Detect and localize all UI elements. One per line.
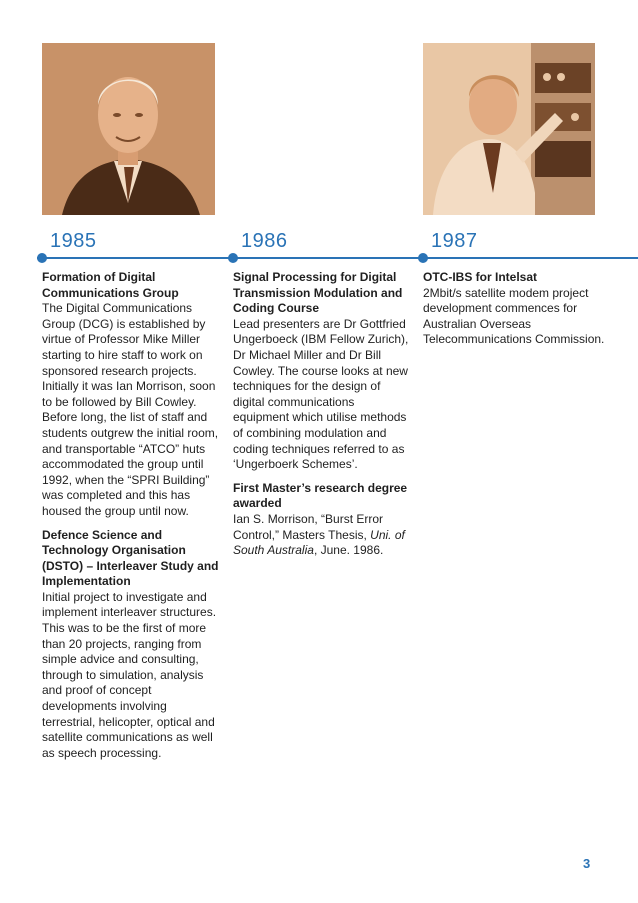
section-body (233, 512, 413, 559)
section-dcg-formation (42, 270, 222, 520)
timeline-dot-1985 (37, 253, 47, 263)
section-signal-processing-course (233, 270, 413, 473)
section-body: Initial project to investigate and implement interleaver structures. This was to be the first of more than 20 projects, ranging from simple advice and consulting, through to simulation, analysis and proof of concept developments involving terrestrial, helicopter, optical and satellite communications as well as speech processing. (42, 589, 217, 760)
column-1986 (233, 270, 413, 567)
section-first-masters (233, 481, 413, 559)
section-heading: Signal Processing for Digital Transmission Modulation and Coding Course (233, 270, 403, 316)
section-body: Lead presenters are Dr Gottfried Ungerboeck (IBM Fellow Zurich), Dr Michael Miller and Dr Bill Cowley. The course looks at new techniques for the design of digital communications equipment which utilise methods of combining modulation and coding techniques referred to as ‘Ungerboerk Schemes’. (233, 316, 409, 472)
thesis-institution: Uni. of South Australia (233, 527, 405, 558)
engineer-photo (423, 43, 595, 215)
page-number: 3 (583, 856, 591, 871)
section-otc-ibs (423, 270, 628, 348)
section-heading: Defence Science and Technology Organisation (DSTO) – Interleaver Study and Implementation (42, 527, 219, 589)
year-1987: 1987 (431, 230, 478, 252)
section-body: The Digital Communications Group (DCG) is established by virtue of Professor Mike Miller starting to hire staff to work on sponsored research projects. Initially it was Ian Morrison, soon to be followed by Bill Cowley. Before long, the list of staff and students outgrew the initial room, and transportable “ATCO” huts accommodated the group until 1992, when the “SPRI Building” was completed and this has housed the group until now. (42, 301, 219, 518)
year-1985: 1985 (50, 230, 97, 252)
section-heading: First Master’s research degree awarded (233, 480, 408, 511)
section-heading: Formation of Digital Communications Group (42, 270, 179, 300)
portrait-photo (42, 43, 215, 215)
section-heading: OTC-IBS for Intelsat (423, 270, 538, 284)
section-body: 2Mbit/s satellite modem project development commences for Australian Overseas Telecommunications Commission. (423, 285, 605, 347)
timeline-line (37, 257, 638, 259)
timeline-dot-1987 (418, 253, 428, 263)
section-dsto-interleaver (42, 528, 222, 762)
year-1986: 1986 (241, 230, 288, 252)
thesis-date: , June. 1986. (313, 543, 384, 558)
thesis-citation: Ian S. Morrison, “Burst Error Control,” Masters Thesis, (233, 511, 384, 542)
timeline-dot-1986 (228, 253, 238, 263)
column-1985 (42, 270, 222, 769)
column-1987 (423, 270, 628, 356)
